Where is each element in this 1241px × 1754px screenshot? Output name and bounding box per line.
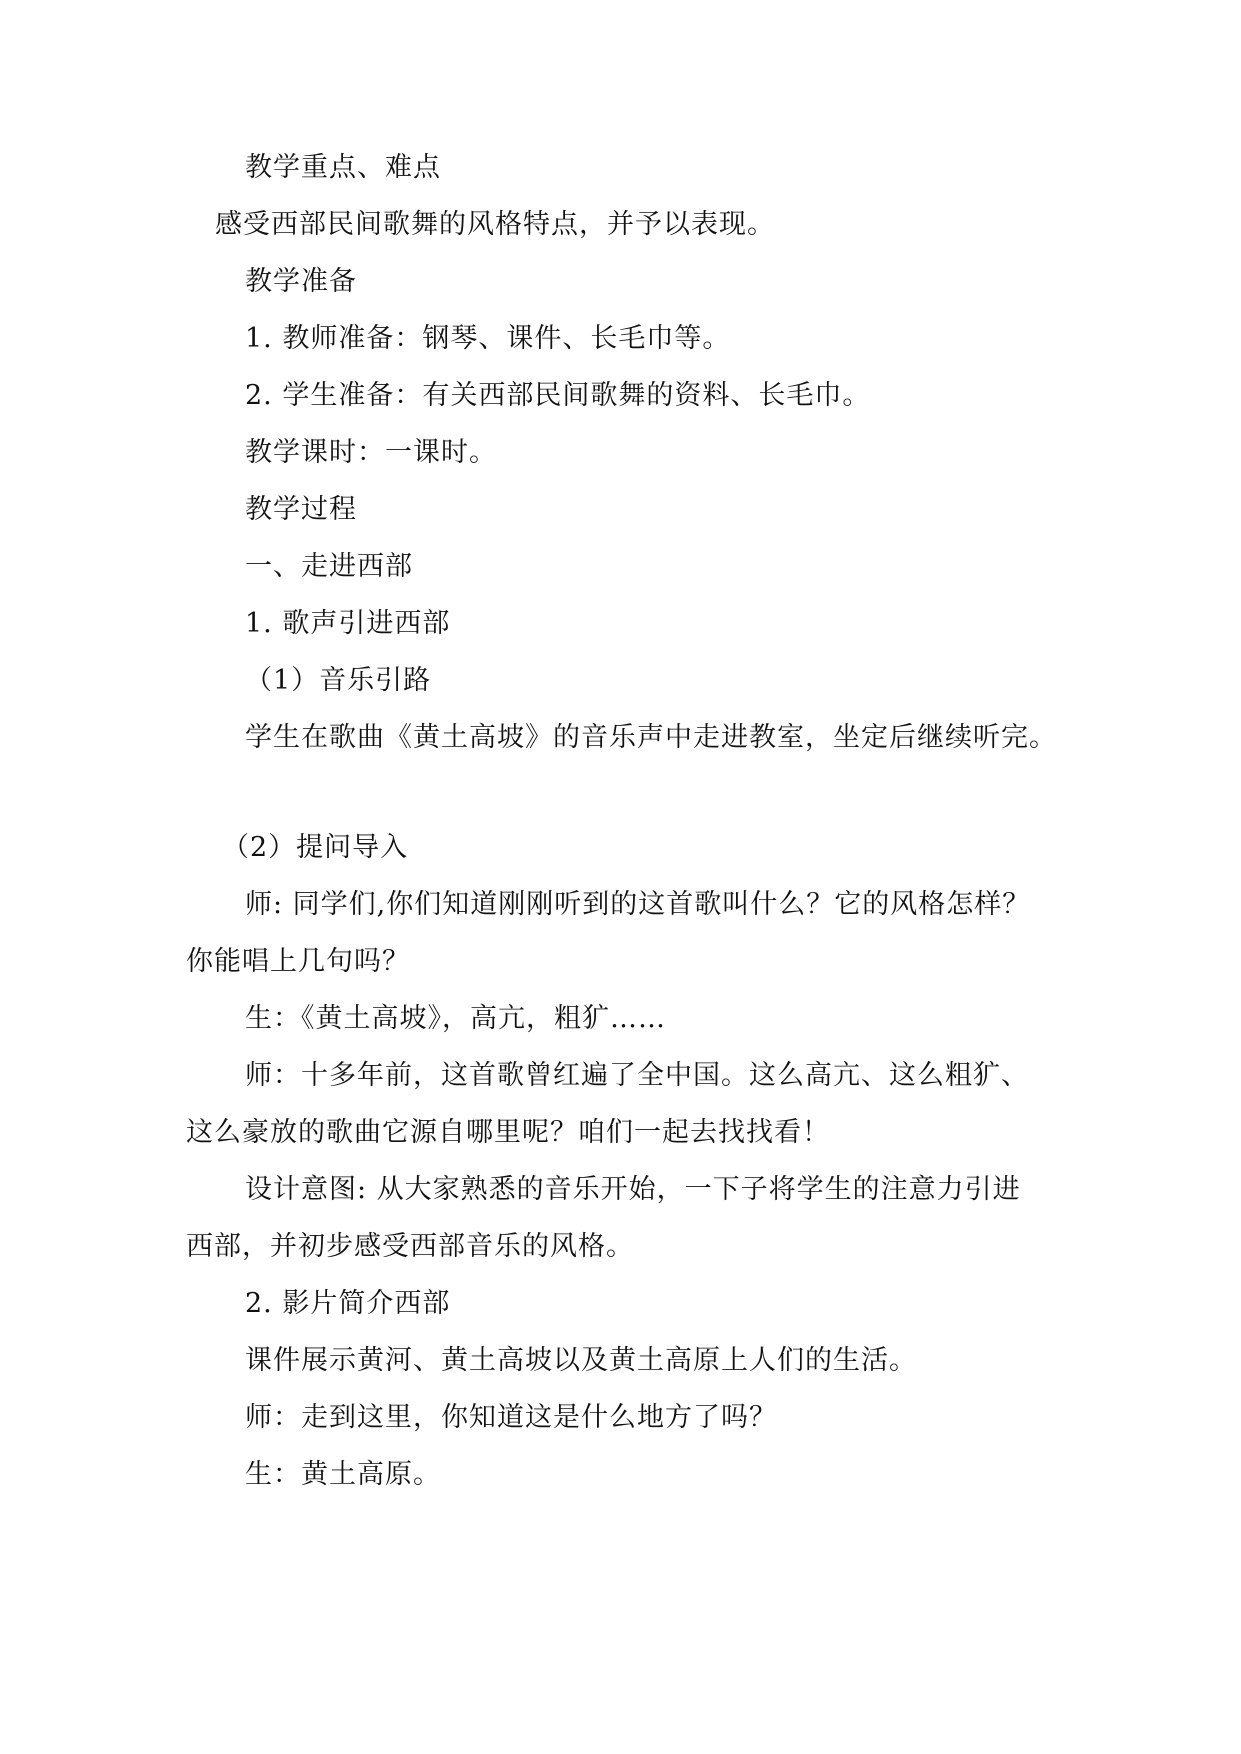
class-hours: 教学课时：一课时。 [245,437,497,468]
teacher-remark-line2: 这么豪放的歌曲它源自哪里呢？咱们一起去找找看！ [186,1117,830,1148]
heading-process: 教学过程 [245,494,357,525]
teacher-question-line2: 你能唱上几句吗？ [186,946,410,977]
student-answer: 生：《黄土高坡》，高亢，粗犷…… [245,1003,666,1034]
student-answer-place: 生：黄土高原。 [245,1459,441,1490]
preparation-teacher: 1. 教师准备：钢琴、课件、长毛巾等。 [245,323,731,354]
teacher-question-place: 师：走到这里，你知道这是什么地方了吗？ [245,1402,777,1433]
subsection-1-title: 1. 歌声引进西部 [245,608,451,639]
preparation-student: 2. 学生准备：有关西部民间歌舞的资料、长毛巾。 [245,380,871,411]
teacher-question-line1: 师: 同学们,你们知道刚刚听到的这首歌叫什么？它的风格怎样？ [245,889,1031,920]
section-one-title: 一、走进西部 [245,551,413,582]
courseware-text: 课件展示黄河、黄土高坡以及黄土高原上人们的生活。 [245,1345,917,1376]
design-intent-line2: 西部，并初步感受西部音乐的风格。 [186,1231,634,1262]
design-intent-line1: 设计意图: 从大家熟悉的音乐开始，一下子将学生的注意力引进 [245,1174,1021,1205]
step-1-text: 学生在歌曲《黄土高坡》的音乐声中走进教室，坐定后继续听完。 [245,722,1057,753]
heading-preparation: 教学准备 [245,266,357,297]
heading-key-points: 教学重点、难点 [245,152,441,183]
teacher-remark-line1: 师：十多年前，这首歌曾红遍了全中国。这么高亢、这么粗犷、 [245,1060,1029,1091]
step-2-title: （2）提问导入 [222,832,409,863]
subsection-2-title: 2. 影片简介西部 [245,1288,451,1319]
key-points-text: 感受西部民间歌舞的风格特点，并予以表现。 [215,209,775,240]
step-1-title: （1）音乐引路 [245,665,432,696]
